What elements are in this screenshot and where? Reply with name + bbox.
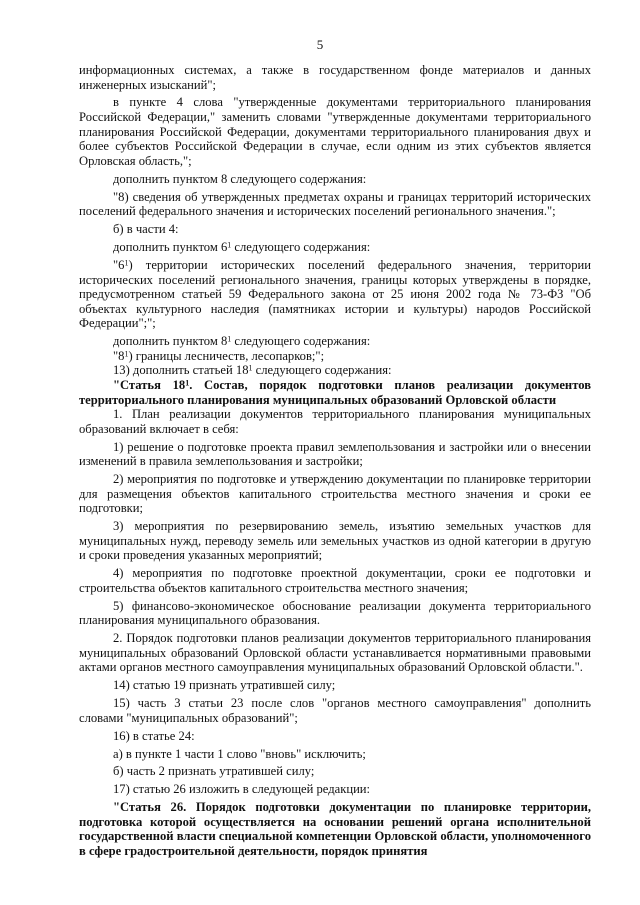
paragraph-item-8-text: "8) сведения об утвержденных предметах охраны и границах территорий исторических поселений федерального значения и исторических поселений регионального значения."; [79,189,591,219]
document-body [79,63,591,859]
article-18-1-heading: "Статья $18^1$. Состав, порядок подготовки планов реализации документов территориального планирования муниципальных образований Орловской области [79,377,591,407]
paragraph-item-17: 17) статью 26 изложить в следующей редакции: [113,782,371,797]
paragraph-plan-contents: 1. План реализации документов территориального планирования муниципальных образований включает в себя: [79,407,591,436]
list-item-2: 2) мероприятия по подготовке и утверждению документации по планировке территории для размещения объектов капитального строительства местного значения и сроки ее подготовки; [79,472,591,516]
paragraph-item-13: 13) дополнить статьей $18^1$ следующего содержания: [113,363,392,378]
page-number: 5 [316,37,324,52]
paragraph-item-16: 16) в статье 24: [113,728,195,743]
paragraph-item-14: 14) статью 19 признать утратившей силу; [113,678,336,693]
paragraph-add-item-8-1: дополнить пунктом $8^1$ следующего содержания: [113,334,371,349]
paragraph-item-4-amendment: в пункте 4 слова "утвержденные документами территориального планирования Российской Федерации," заменить словами "утвержденные документами территориального планирования Российской Федерации, документами территориального планирования двух и более субъектов Российской Федерации в случае, если одним из этих субъектов является Орловская область,"; [79,95,591,168]
paragraph-item-16-b: б) часть 2 признать утратившей силу; [113,764,315,779]
paragraph-add-item-8: дополнить пунктом 8 следующего содержания: [113,171,367,186]
list-item-4: 4) мероприятия по подготовке проектной документации, сроки ее подготовки и строительства объектов капитального строительства местного значения; [79,566,591,595]
paragraph-add-item-6-1: дополнить пунктом $6^1$ следующего содержания: [113,240,371,255]
paragraph-continuation: информационных системах, а также в государственном фонде материалов и данных инженерных изысканий"; [79,63,591,92]
paragraph-item-15: 15) часть 3 статьи 23 после слов "органов местного самоуправления" дополнить словами "муниципальных образований"; [79,696,591,725]
paragraph-item-16-a: а) в пункте 1 части 1 слово "вновь" исключить; [113,746,366,761]
list-item-1: 1) решение о подготовке проекта правил землепользования и застройки или о внесении изменений в правила землепользования и застройки; [79,439,591,469]
paragraph-item-6-1-text: "$6^1$) территории исторических поселений федерального значения, территории исторических поселений регионального значения, границы которых утверждены в порядке, предусмотренном статьей 59 Федерального закона от 25 июня 2002 года № 73-ФЗ "Об объектах культурного наследия (памятниках истории и культуры) народов Российской Федерации";"; [79,257,591,331]
list-item-3: 3) мероприятия по резервированию земель, изъятию земельных участков для муниципальных нужд, переводу земель или земельных участков из одной категории в другую и сроки проведения указанных мероприятий; [79,519,591,563]
list-item-5: 5) финансово-экономическое обоснование реализации документа территориального планирования муниципального образования. [79,598,591,628]
paragraph-procedure: 2. Порядок подготовки планов реализации документов территориального планирования муниципальных образований Орловской области устанавливается нормативными правовыми актами органов местного самоуправления муниципальных образований Орловской области.". [79,631,591,675]
paragraph-part-4: б) в части 4: [113,222,179,237]
paragraph-item-8-1-text: "$8^1$) границы лесничеств, лесопарков;"; [113,348,325,363]
article-26-heading: "Статья 26. Порядок подготовки документации по планировке территории, подготовка которой осуществляется на основании решений органа исполнительной государственной власти специальной компетенции Орловской области, уполномоченного в сфере градостроительной деятельности, порядок принятия [79,800,591,859]
